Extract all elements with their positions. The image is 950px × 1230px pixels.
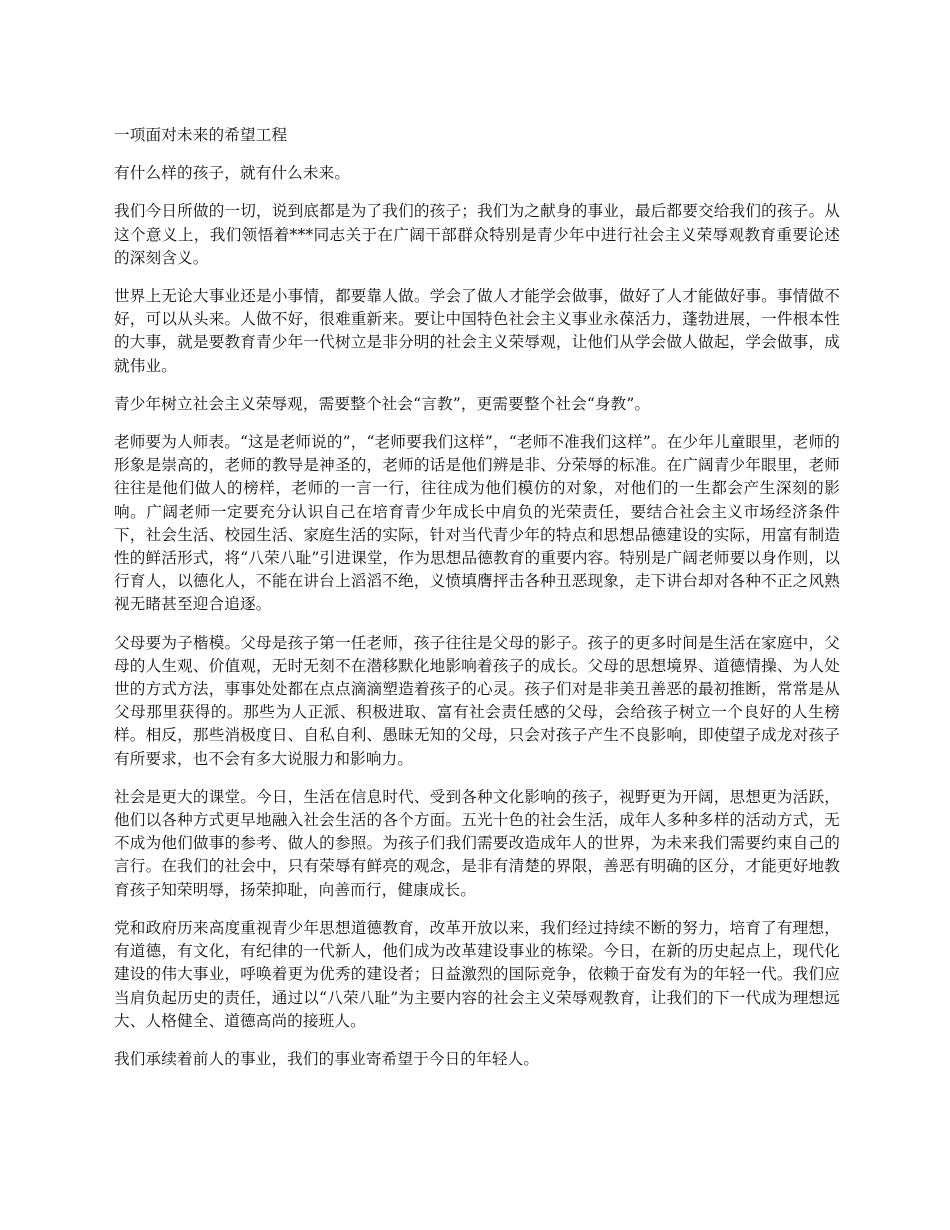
paragraph: 有什么样的孩子，就有什么未来。 xyxy=(114,164,351,183)
paragraph: 社会是更大的课堂。今日，生活在信息时代、受到各种文化影响的孩子，视野更为开阔，思想更为活跃，他们以各种方式更早地融入社会生活的各个方面。五光十色的社会生活，成年人多种多样的活动方式，无不成为他们做事的参考、做人的参照。为孩子们我们需要改造成年人的世界，为未来我们需要约束自己的言行。在我们的社会中，只有荣辱有鲜亮的观念，是非有清楚的界限，善恶有明确的区分，才能更好地教育孩子知荣明辱，扬荣抑耻，向善而行，健康成长。 xyxy=(114,787,840,899)
document-body xyxy=(114,124,840,1086)
paragraph: 老师要为人师表。“这是老师说的”，“老师要我们这样”，“老师不准我们这样”。在少年儿童眼里，老师的形象是崇高的，老师的教导是神圣的，老师的话是他们辨是非、分荣辱的标准。在广阔青少年眼里，老师往往是他们做人的榜样，老师的一言一行，往往成为他们模仿的对象，对他们的一生都会产生深刻的影响。广阔老师一定要充分认识自己在培育青少年成长中肩负的光荣责任，要结合社会主义市场经济条件下，社会生活、校园生活、家庭生活的实际，针对当代青少年的特点和思想品德建设的实际，用富有制造性的鲜活形式，将“八荣八耻”引进课堂，作为思想品德教育的重要内容。特别是广阔老师要以身作则，以行育人，以德化人，不能在讲台上滔滔不绝，义愤填膺抨击各种丑恶现象，走下讲台却对各种不正之风熟视无睹甚至迎合追逐。 xyxy=(114,433,840,614)
paragraph: 父母要为子楷模。父母是孩子第一任老师，孩子往往是父母的影子。孩子的更多时间是生活在家庭中，父母的人生观、价值观，无时无刻不在潜移默化地影响着孩子的成长。父母的思想境界、道德情操、为人处世的方式方法，事事处处都在点点滴滴塑造着孩子的心灵。孩子们对是非美丑善恶的最初推断，常常是从父母那里获得的。那些为人正派、积极进取、富有社会责任感的父母，会给孩子树立一个良好的人生榜样。相反，那些消极度日、自私自利、愚昧无知的父母，只会对孩子产生不良影响，即使望子成龙对孩子有所要求，也不会有多大说服力和影响力。 xyxy=(114,633,840,768)
document-title: 一项面对未来的希望工程 xyxy=(114,126,288,144)
paragraph: 世界上无论大事业还是小事情，都要靠人做。学会了做人才能学会做事，做好了人才能做好事。事情做不好，可以从头来。人做不好，很难重新来。要让中国特色社会主义事业永葆活力，蓬勃进展，一件根本性的大事，就是要教育青少年一代树立是非分明的社会主义荣辱观，让他们从学会做人做起，学会做事，成就伟业。 xyxy=(114,287,840,375)
paragraph: 我们承续着前人的事业，我们的事业寄希望于今日的年轻人。 xyxy=(114,1049,540,1068)
paragraph: 青少年树立社会主义荣辱观，需要整个社会“言教”，更需要整个社会“身教”。 xyxy=(114,394,651,413)
paragraph: 我们今日所做的一切，说到底都是为了我们的孩子；我们为之献身的事业，最后都要交给我们的孩子。从这个意义上，我们领悟着***同志关于在广阔干部群众特别是青少年中进行社会主义荣辱观教育重要论述的深刻含义。 xyxy=(114,202,840,267)
paragraph: 党和政府历来高度重视青少年思想道德教育，改革开放以来，我们经过持续不断的努力，培育了有理想，有道德，有文化，有纪律的一代新人，他们成为改革建设事业的栋梁。今日，在新的历史起点上，现代化建设的伟大事业，呼唤着更为优秀的建设者；日益激烈的国际竞争，依赖于奋发有为的年轻一代。我们应当肩负起历史的责任，通过以“八荣八耻”为主要内容的社会主义荣辱观教育，让我们的下一代成为理想远大、人格健全、道德高尚的接班人。 xyxy=(114,918,840,1030)
